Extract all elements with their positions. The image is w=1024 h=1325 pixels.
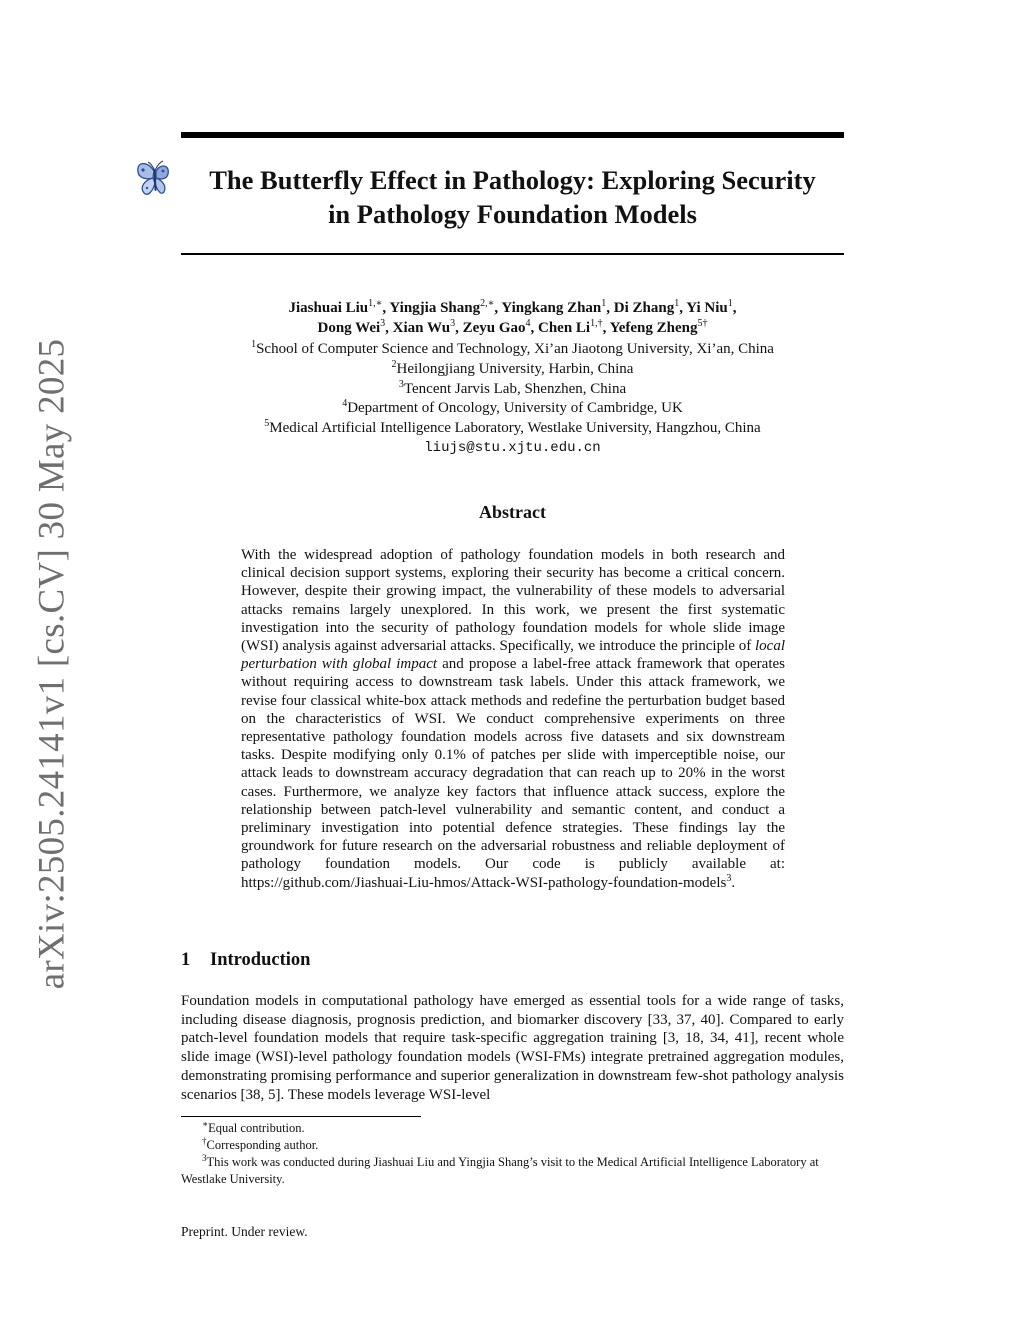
footnote-corresponding-author: †Corresponding author. bbox=[202, 1135, 319, 1152]
author-affiliation-mark: 1,† bbox=[590, 318, 603, 329]
author-name: Yingjia Shang bbox=[389, 300, 481, 316]
footnotes bbox=[181, 1120, 844, 1188]
author-affiliation-mark: 5† bbox=[697, 318, 708, 329]
author-name: Yefeng Zheng bbox=[609, 320, 698, 336]
footnote-equal-contribution: ∗Equal contribution. bbox=[202, 1118, 305, 1135]
butterfly-icon bbox=[133, 157, 177, 201]
author-affiliation-mark: 4 bbox=[525, 318, 531, 329]
abstract-body: With the widespread adoption of pathology foundation models in both research and clinical decision support systems, exploring their security has become a critical concern. However, despite their growing impact, the vulnerability of these models to adversarial attacks remains largely unexplored. In this work, we present the first systematic investigation into the security of pathology foundation models for whole slide image (WSI) analysis against adversarial attacks. Specifically, we introduce the principle of local perturbation with global impact and propose a label-free attack framework that operates without requiring access to downstream task labels. Under this attack framework, we revise four classical white-box attack methods and redefine the perturbation budget based on the characteristics of WSI. We conduct comprehensive experiments on three representative pathology foundation models across five datasets and six downstream tasks. Despite modifying only 0.1% of patches per slide with imperceptible noise, our attack leads to downstream accuracy degradation that can reach up to 20% in the worst cases. Furthermore, we analyze key factors that influence attack success, explore the relationship between patch-level vulnerability and semantic content, and conduct a preliminary investigation into potential defence strategies. These findings lay the groundwork for future research on the adversarial robustness and reliable deployment of pathology foundation models. Our code is publicly available at: https://github.com/Jiashuai-Liu-hmos/Attack-WSI-pathology-foundation-models$^3$. bbox=[241, 547, 785, 891]
title-line-2: in Pathology Foundation Models bbox=[328, 199, 697, 229]
affiliation-2: $^2$Heilongjiang University, Harbin, China bbox=[391, 358, 634, 377]
author-affiliation-mark: 1 bbox=[674, 298, 680, 309]
abstract-heading: Abstract bbox=[479, 502, 546, 522]
introduction-paragraph: Foundation models in computational pathology have emerged as essential tools for a wide range of tasks, including disease diagnosis, prognosis prediction, and biomarker discovery [33, 37, 40]. Compared to early patch-level foundation models that require task-specific aggregation training [3, 18, 34, 41], recent whole slide image (WSI)-level pathology foundation models (WSI-FMs) integrate pretrained aggregation modules, demonstrating promising performance and superior generalization in downstream few-shot pathology analysis scenarios [38, 5]. These models leverage WSI-level bbox=[181, 993, 844, 1103]
title-top-rule bbox=[181, 132, 844, 138]
footnote-mark: 3 bbox=[726, 872, 732, 884]
author-affiliation-mark: 2,∗ bbox=[480, 298, 495, 309]
author-affiliation-mark: 1,∗ bbox=[368, 298, 383, 309]
author-name: Yingkang Zhan bbox=[501, 300, 602, 316]
author-name: Di Zhang bbox=[613, 300, 675, 316]
paper-title bbox=[181, 163, 844, 231]
footnote-visit-note: $^3$This work was conducted during Jiashuai Liu and Yingjia Shang’s visit to the Medical Artificial Intelligence Laboratory at Westlake University. bbox=[181, 1152, 819, 1186]
contact-email[interactable]: liujs@stu.xjtu.edu.cn bbox=[424, 439, 601, 456]
author-name: Zeyu Gao bbox=[462, 320, 526, 336]
author-name: Xian Wu bbox=[392, 320, 451, 336]
author-affiliation-mark: 1 bbox=[601, 298, 607, 309]
preprint-note: Preprint. Under review. bbox=[181, 1224, 308, 1239]
author-list bbox=[181, 298, 844, 338]
title-bottom-rule bbox=[181, 253, 844, 255]
arxiv-identifier-stamp: arXiv:2505.24141v1 [cs.CV] 30 May 2025 bbox=[31, 338, 73, 990]
affiliation-4: $^4$Department of Oncology, University of Cambridge, UK bbox=[342, 398, 683, 417]
abstract-emphasis: local perturbation with global impact bbox=[241, 638, 785, 673]
author-name: Chen Li bbox=[538, 320, 591, 336]
affiliation-3: $^3$Tencent Jarvis Lab, Shenzhen, China bbox=[398, 378, 627, 397]
author-affiliation-mark: 3 bbox=[380, 318, 386, 329]
author-name: Yi Niu bbox=[686, 300, 728, 316]
affiliation-5: $^5$Medical Artificial Intelligence Laboratory, Westlake University, Hangzhou, China bbox=[264, 418, 761, 437]
author-line-2: Dong Wei$^3$, Xian Wu$^3$, Zeyu Gao$^4$, Chen $Li^{1,\dagger}$, Yefeng Zheng$^{5\dagger}$ bbox=[317, 318, 708, 336]
footnote-rule bbox=[181, 1116, 421, 1117]
author-name: Jiashuai Liu bbox=[288, 300, 369, 316]
author-affiliation-mark: 3 bbox=[450, 318, 456, 329]
affiliation-list bbox=[181, 340, 844, 459]
author-line-1: Jiashuai Liu$^{1,∗}$, Yingjia Shang$^{2,∗}$, Yingkang Zhan$^1$, Di Zhang$^1$, Yi Niu$^1$, bbox=[288, 298, 737, 316]
section-heading-introduction bbox=[181, 950, 844, 971]
author-affiliation-mark: 1 bbox=[727, 298, 733, 309]
affiliation-1: $^1$School of Computer Science and Technology, Xi’an Jiaotong University, Xi’an, China bbox=[251, 339, 774, 357]
title-line-1: The Butterfly Effect in Pathology: Exploring Security bbox=[209, 165, 816, 195]
author-name: Dong Wei bbox=[317, 320, 381, 336]
section-number: 1 bbox=[181, 950, 191, 970]
section-title: Introduction bbox=[210, 950, 311, 970]
